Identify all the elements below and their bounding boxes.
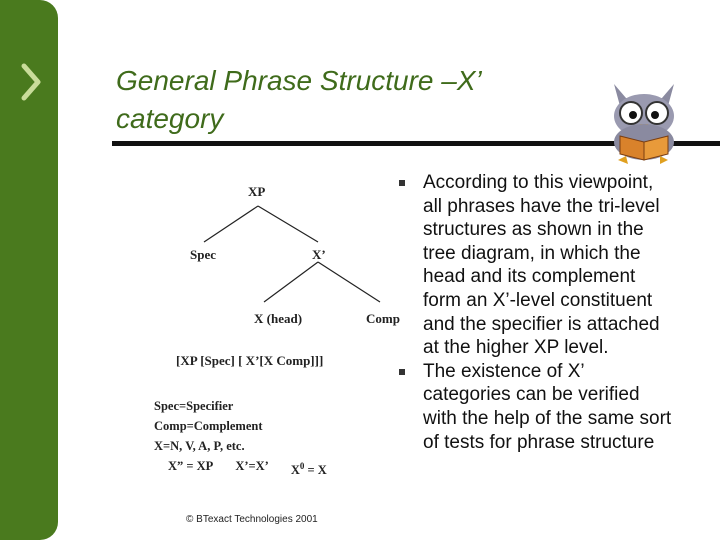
chevron-right-icon (16, 60, 46, 104)
branch-xbar-head (264, 262, 318, 302)
node-xp: XP (248, 184, 266, 199)
branch-xp-xbar (258, 206, 318, 242)
slide-title: General Phrase Structure –X’ category (116, 65, 481, 134)
spec-definition: Spec=Specifier (154, 399, 234, 413)
node-xbar: X’ (312, 247, 326, 262)
equation-xzero: $X^0 = X$ (290, 461, 327, 478)
bullet-item: According to this viewpoint, all phrases have the tri-level structures as shown in the tree diagram, in which the head and its complement form an X’-level constituent and the specifier is attached at the higher XP level. (396, 171, 676, 360)
branch-xp-spec (204, 206, 258, 242)
equation-xdoubleprime: X” = XP (168, 459, 214, 473)
reading-owl-icon (598, 76, 690, 166)
definitions (154, 396, 327, 480)
sidebar-bar (0, 0, 58, 540)
x-bar-tree-diagram (140, 170, 420, 410)
bullet-marker (399, 369, 405, 375)
bullet-item: The existence of X’ categories can be verified with the help of the same sort of tests for phrase structure (396, 360, 676, 454)
bracket-notation: [XP [Spec] [ X’[X Comp]]] (176, 353, 324, 368)
equations (168, 456, 327, 480)
x-values: X=N, V, A, P, etc. (154, 439, 245, 453)
bullet-marker (399, 180, 405, 186)
comp-definition: Comp=Complement (154, 419, 263, 433)
copyright-note: © BTexact Technologies 2001 (186, 514, 318, 525)
branch-xbar-comp (318, 262, 380, 302)
node-head: X (head) (254, 311, 303, 326)
node-comp: Comp (366, 311, 400, 326)
equation-xprime: X’=X’ (235, 459, 269, 473)
bullet-list (396, 171, 676, 454)
node-spec: Spec (190, 247, 216, 262)
